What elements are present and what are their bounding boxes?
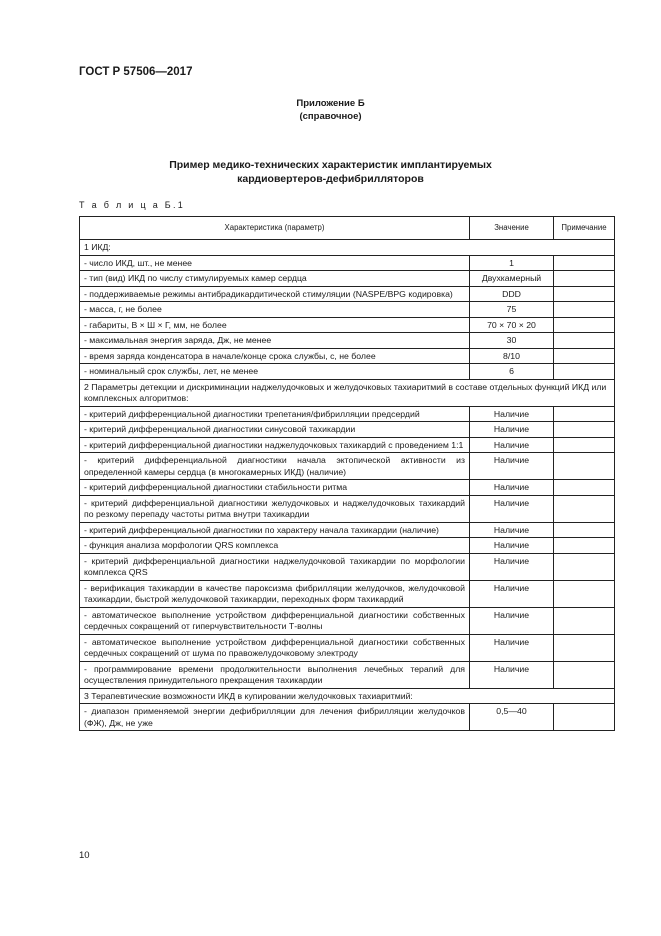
characteristic-cell: - верификация тахикардии в качестве пароксизма фибрилляции желудочков, желудочковой тахикардии, быстрой желудочковой тахикардии, переходных форм тахикардий bbox=[80, 580, 470, 607]
table-row bbox=[80, 634, 615, 661]
characteristic-cell: - тип (вид) ИКД по числу стимулируемых камер сердца bbox=[80, 271, 470, 287]
note-cell bbox=[554, 302, 615, 318]
value-cell: 70 × 70 × 20 bbox=[470, 317, 554, 333]
characteristic-cell: - критерий дифференциальной диагностики желудочковых и наджелудочковых тахикардий по резкому перепаду частоты ритма внутри тахикардии bbox=[80, 495, 470, 522]
document-title bbox=[0, 158, 661, 186]
value-cell: Наличие bbox=[470, 661, 554, 688]
value-cell: 8/10 bbox=[470, 348, 554, 364]
table-row bbox=[80, 333, 615, 349]
value-cell: Наличие bbox=[470, 538, 554, 554]
note-cell bbox=[554, 522, 615, 538]
characteristic-cell: - поддерживаемые режимы антибрадикардитической стимуляции (NASPE/BPG кодировка) bbox=[80, 286, 470, 302]
section-row bbox=[80, 379, 615, 406]
table-row bbox=[80, 495, 615, 522]
value-cell: Наличие bbox=[470, 553, 554, 580]
value-cell: 75 bbox=[470, 302, 554, 318]
table-row bbox=[80, 538, 615, 554]
section-heading: 1 ИКД: bbox=[80, 240, 615, 256]
value-cell: Наличие bbox=[470, 580, 554, 607]
value-cell: Наличие bbox=[470, 406, 554, 422]
note-cell bbox=[554, 333, 615, 349]
note-cell bbox=[554, 348, 615, 364]
note-cell bbox=[554, 286, 615, 302]
value-cell: 1 bbox=[470, 255, 554, 271]
characteristic-cell: - критерий дифференциальной диагностики стабильности ритма bbox=[80, 480, 470, 496]
value-cell: Наличие bbox=[470, 495, 554, 522]
table-label: Т а б л и ц а Б.1 bbox=[79, 200, 186, 210]
table-row bbox=[80, 317, 615, 333]
section-heading: 2 Параметры детекции и дискриминации наджелудочковых и желудочковых тахиаритмий в составе отдельных функций ИКД или комплексных алгоритмов: bbox=[80, 379, 615, 406]
page-number: 10 bbox=[79, 850, 90, 861]
table-row bbox=[80, 286, 615, 302]
section-row bbox=[80, 688, 615, 704]
characteristic-cell: - габариты, В × Ш × Г, мм, не более bbox=[80, 317, 470, 333]
table-row bbox=[80, 661, 615, 688]
characteristic-cell: - критерий дифференциальной диагностики наджелудочковых тахикардий с проведением 1:1 bbox=[80, 437, 470, 453]
value-cell: Наличие bbox=[470, 607, 554, 634]
note-cell bbox=[554, 661, 615, 688]
characteristic-cell: - критерий дифференциальной диагностики начала эктопической активности из определенной камеры сердца (в многокамерных ИКД) (наличие) bbox=[80, 453, 470, 480]
characteristic-cell: - программирование времени продолжительности выполнения лечебных терапий для осуществления принудительного прекращения тахикардии bbox=[80, 661, 470, 688]
table-row bbox=[80, 580, 615, 607]
table-row bbox=[80, 364, 615, 380]
appendix-subtitle: (справочное) bbox=[299, 111, 362, 122]
table-row bbox=[80, 406, 615, 422]
note-cell bbox=[554, 406, 615, 422]
value-cell: Наличие bbox=[470, 453, 554, 480]
note-cell bbox=[554, 480, 615, 496]
note-cell bbox=[554, 422, 615, 438]
value-cell: 6 bbox=[470, 364, 554, 380]
value-cell: Наличие bbox=[470, 422, 554, 438]
note-cell bbox=[554, 538, 615, 554]
characteristic-cell: - автоматическое выполнение устройством дифференциальной диагностики собственных сердечных сокращений от шума по правожелудочковому электроду bbox=[80, 634, 470, 661]
characteristic-cell: - критерий дифференциальной диагностики по характеру начала тахикардии (наличие) bbox=[80, 522, 470, 538]
characteristic-cell: - критерий дифференциальной диагностики синусовой тахикардии bbox=[80, 422, 470, 438]
section-heading: 3 Терапевтические возможности ИКД в купировании желудочковых тахиаритмий: bbox=[80, 688, 615, 704]
characteristic-cell: - масса, г, не более bbox=[80, 302, 470, 318]
note-cell bbox=[554, 453, 615, 480]
table-row bbox=[80, 480, 615, 496]
characteristic-cell: - критерий дифференциальной диагностики наджелудочковой тахикардии по морфологии комплекса QRS bbox=[80, 553, 470, 580]
table-row bbox=[80, 437, 615, 453]
note-cell bbox=[554, 495, 615, 522]
value-cell: Наличие bbox=[470, 480, 554, 496]
value-cell: Двухкамерный bbox=[470, 271, 554, 287]
characteristic-cell: - максимальная энергия заряда, Дж, не менее bbox=[80, 333, 470, 349]
value-cell: 0,5—40 bbox=[470, 704, 554, 731]
document-title-line-2: кардиовертеров-дефибрилляторов bbox=[237, 173, 424, 185]
characteristic-cell: - критерий дифференциальной диагностики трепетания/фибрилляции предсердий bbox=[80, 406, 470, 422]
table-row bbox=[80, 255, 615, 271]
characteristic-cell: - автоматическое выполнение устройством дифференциальной диагностики собственных сердечных сокращений от гиперчувствительности Т-волны bbox=[80, 607, 470, 634]
document-title-line-1: Пример медико-технических характеристик имплантируемых bbox=[169, 159, 492, 171]
characteristics-table bbox=[79, 216, 615, 731]
note-cell bbox=[554, 704, 615, 731]
note-cell bbox=[554, 317, 615, 333]
characteristic-cell: - диапазон применяемой энергии дефибрилляции для лечения фибрилляции желудочков (ФЖ), Дж, не уже bbox=[80, 704, 470, 731]
note-cell bbox=[554, 255, 615, 271]
note-cell bbox=[554, 437, 615, 453]
value-cell: Наличие bbox=[470, 522, 554, 538]
table-header-row bbox=[80, 217, 615, 240]
table-row bbox=[80, 607, 615, 634]
characteristic-cell: - номинальный срок службы, лет, не менее bbox=[80, 364, 470, 380]
header-note: Примечание bbox=[554, 217, 615, 240]
table-row bbox=[80, 553, 615, 580]
standard-designation: ГОСТ Р 57506—2017 bbox=[79, 66, 193, 78]
table-body bbox=[80, 240, 615, 731]
table-row bbox=[80, 522, 615, 538]
table-row bbox=[80, 271, 615, 287]
table-row bbox=[80, 348, 615, 364]
note-cell bbox=[554, 580, 615, 607]
characteristic-cell: - время заряда конденсатора в начале/конце срока службы, с, не более bbox=[80, 348, 470, 364]
header-value: Значение bbox=[470, 217, 554, 240]
value-cell: 30 bbox=[470, 333, 554, 349]
note-cell bbox=[554, 634, 615, 661]
table-row bbox=[80, 302, 615, 318]
value-cell: Наличие bbox=[470, 437, 554, 453]
characteristic-cell: - функция анализа морфологии QRS комплекса bbox=[80, 538, 470, 554]
appendix-heading bbox=[0, 97, 661, 123]
note-cell bbox=[554, 553, 615, 580]
table-row bbox=[80, 453, 615, 480]
section-row bbox=[80, 240, 615, 256]
note-cell bbox=[554, 271, 615, 287]
note-cell bbox=[554, 607, 615, 634]
characteristic-cell: - число ИКД, шт., не менее bbox=[80, 255, 470, 271]
value-cell: DDD bbox=[470, 286, 554, 302]
note-cell bbox=[554, 364, 615, 380]
value-cell: Наличие bbox=[470, 634, 554, 661]
header-characteristic: Характеристика (параметр) bbox=[80, 217, 470, 240]
table-row bbox=[80, 422, 615, 438]
appendix-title: Приложение Б bbox=[296, 98, 365, 109]
table-row bbox=[80, 704, 615, 731]
